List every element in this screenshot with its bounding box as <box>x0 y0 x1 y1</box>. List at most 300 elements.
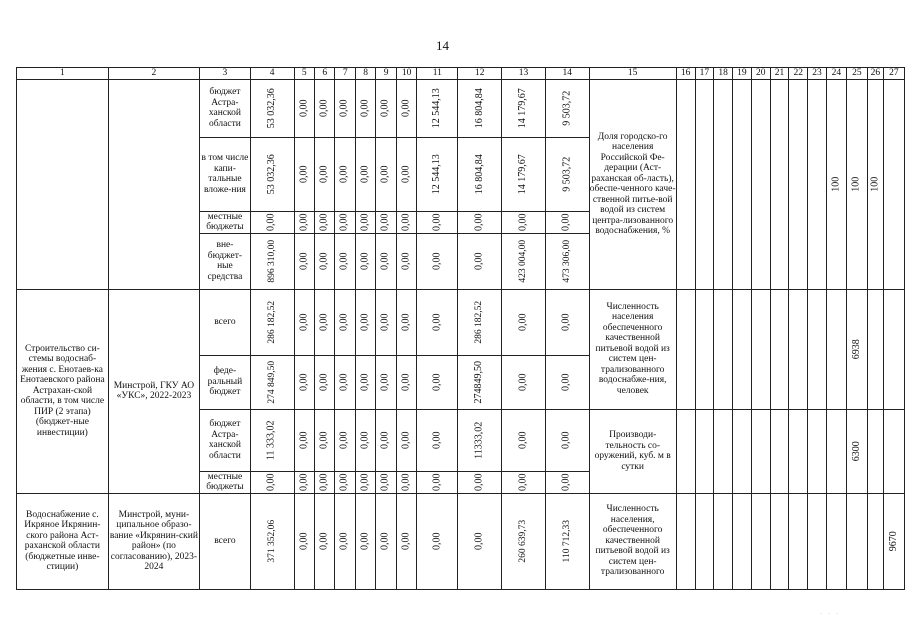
column-number: 21 <box>770 68 789 80</box>
column-number: 7 <box>335 68 355 80</box>
amount-cell <box>315 289 335 355</box>
vertical-value: 0,00 <box>338 99 350 117</box>
vertical-value: 0,00 <box>560 373 572 391</box>
column-number: 2 <box>108 68 199 80</box>
column-number: 19 <box>733 68 752 80</box>
amount-cell <box>335 355 355 409</box>
amount-cell <box>458 211 502 233</box>
vertical-value: 0,00 <box>318 99 330 117</box>
target-cell <box>883 79 904 289</box>
target-cell <box>751 79 770 289</box>
vertical-value: 286 182,52 <box>474 300 485 344</box>
amount-cell <box>417 289 458 355</box>
vertical-value: 12 544,13 <box>431 88 443 128</box>
amount-cell <box>396 137 416 211</box>
column-number: 22 <box>789 68 808 80</box>
vertical-value: 0,00 <box>473 252 485 270</box>
amount-cell <box>417 493 458 589</box>
amount-cell <box>545 289 589 355</box>
vertical-value: 0,00 <box>517 313 529 331</box>
column-number: 9 <box>376 68 396 80</box>
target-cell <box>733 289 752 409</box>
target-cell <box>883 409 904 493</box>
vertical-value: 0,00 <box>379 99 391 117</box>
column-number: 23 <box>808 68 827 80</box>
vertical-value: 0,00 <box>379 431 391 449</box>
target-cell <box>770 79 789 289</box>
vertical-value: 9670 <box>887 531 899 551</box>
amount-cell <box>294 409 314 471</box>
target-cell <box>714 79 733 289</box>
target-cell <box>770 409 789 493</box>
program-table <box>16 67 905 590</box>
amount-cell <box>396 79 416 137</box>
indicator-cell: Доля городско-го населения Российской Фе-дерации (Аст-раханская об-ласть), обеспе-ченного каче-ственной питье-вой водой из систем центра-лизованного водоснабжения, % <box>589 79 676 289</box>
amount-cell <box>355 79 375 137</box>
amount-cell <box>315 471 335 493</box>
amount-cell <box>396 355 416 409</box>
amount-cell <box>294 493 314 589</box>
amount-cell <box>355 471 375 493</box>
target-cell <box>883 289 904 409</box>
amount-cell <box>458 79 502 137</box>
vertical-value: 0,00 <box>473 213 485 231</box>
target-cell <box>789 79 808 289</box>
target-cell <box>770 493 789 589</box>
vertical-value: 53 032,36 <box>265 88 277 128</box>
amount-cell <box>545 471 589 493</box>
amount-cell <box>376 493 396 589</box>
amount-cell <box>355 233 375 289</box>
vertical-value: 0,00 <box>431 252 443 270</box>
target-cell <box>867 409 883 493</box>
amount-cell <box>250 233 294 289</box>
target-cell <box>714 493 733 589</box>
amount-cell <box>250 493 294 589</box>
vertical-value: 0,00 <box>359 473 371 491</box>
vertical-value: 14 179,67 <box>517 88 529 128</box>
funding-source: бюджет Астра-ханской области <box>200 409 251 471</box>
indicator-cell: Численность населения, обеспеченного качественной питьевой водой из систем цен-трализованного <box>589 493 676 589</box>
vertical-value: 0,00 <box>517 373 529 391</box>
vertical-value: 0,00 <box>318 313 330 331</box>
vertical-value: 0,00 <box>400 252 412 270</box>
column-number: 24 <box>826 68 846 80</box>
funding-source: всего <box>200 493 251 589</box>
target-cell <box>770 289 789 409</box>
amount-cell <box>315 137 335 211</box>
vertical-value: 0,00 <box>517 213 529 231</box>
vertical-value: 9 503,72 <box>560 90 572 126</box>
vertical-value: 0,00 <box>560 473 572 491</box>
vertical-value: 6300 <box>850 441 862 461</box>
amount-cell <box>396 409 416 471</box>
vertical-value: 0,00 <box>379 473 391 491</box>
target-cell <box>676 79 695 289</box>
funding-source: в том числе капи-тальные вложе-ния <box>200 137 251 211</box>
vertical-value: 0,00 <box>298 373 310 391</box>
object-name-cell: Водоснабжение с. Икряное Икрянин-ского района Аст-раханской области (бюджетные инве-стиции) <box>17 493 109 589</box>
target-cell <box>846 289 867 409</box>
target-cell <box>676 289 695 409</box>
vertical-value: 0,00 <box>431 473 443 491</box>
amount-cell <box>335 233 355 289</box>
amount-cell <box>294 289 314 355</box>
table-row <box>17 289 905 355</box>
vertical-value: 14 179,67 <box>517 154 529 194</box>
vertical-value: 0,00 <box>298 213 310 231</box>
vertical-value: 0,00 <box>560 313 572 331</box>
funding-source: вне-бюджет-ные средства <box>200 233 251 289</box>
target-cell <box>808 409 827 493</box>
column-number: 17 <box>695 68 714 80</box>
vertical-value: 0,00 <box>298 532 310 550</box>
column-number: 18 <box>714 68 733 80</box>
target-cell <box>733 409 752 493</box>
object-name-cell <box>17 79 109 289</box>
amount-cell <box>315 79 335 137</box>
amount-cell <box>355 137 375 211</box>
amount-cell <box>315 493 335 589</box>
amount-cell <box>335 493 355 589</box>
vertical-value: 0,00 <box>265 473 277 491</box>
column-number: 26 <box>867 68 883 80</box>
target-cell <box>789 409 808 493</box>
amount-cell <box>458 137 502 211</box>
vertical-value: 11333,02 <box>473 421 485 459</box>
executor-cell: Минстрой, муни-ципальное образо-вание «Икрянин-ский район» (по согласованию), 2023-2024 <box>108 493 199 589</box>
vertical-value: 0,00 <box>431 532 443 550</box>
object-name-cell: Строительство си-стемы водоснаб-жения с. Енотаев-ка Енотаевского района Астрахан-ской области, в том числе ПИР (2 этапа) (бюджет-ные инвестиции) <box>17 289 109 493</box>
column-number: 25 <box>846 68 867 80</box>
vertical-value: 0,00 <box>560 213 572 231</box>
funding-source: всего <box>200 289 251 355</box>
amount-cell <box>355 355 375 409</box>
amount-cell <box>502 137 546 211</box>
vertical-value: 0,00 <box>298 165 310 183</box>
vertical-value: 0,00 <box>338 165 350 183</box>
target-cell <box>826 409 846 493</box>
header-row <box>17 68 905 80</box>
vertical-value: 0,00 <box>298 252 310 270</box>
vertical-value: 100 <box>830 176 842 192</box>
amount-cell <box>250 211 294 233</box>
amount-cell <box>315 355 335 409</box>
column-number: 16 <box>676 68 695 80</box>
amount-cell <box>294 355 314 409</box>
amount-cell <box>335 211 355 233</box>
vertical-value: 0,00 <box>560 431 572 449</box>
amount-cell <box>355 409 375 471</box>
target-cell <box>846 79 867 289</box>
vertical-value: 0,00 <box>359 213 371 231</box>
amount-cell <box>376 289 396 355</box>
vertical-value: 0,00 <box>318 165 330 183</box>
amount-cell <box>458 471 502 493</box>
column-number: 8 <box>355 68 375 80</box>
amount-cell <box>417 409 458 471</box>
vertical-value: 0,00 <box>431 373 443 391</box>
vertical-value: 0,00 <box>318 373 330 391</box>
vertical-value: 0,00 <box>517 431 529 449</box>
target-cell <box>695 79 714 289</box>
vertical-value: 896 310,00 <box>266 239 277 283</box>
vertical-value: 0,00 <box>298 431 310 449</box>
vertical-value: 0,00 <box>379 373 391 391</box>
target-cell <box>808 79 827 289</box>
vertical-value: 0,00 <box>400 165 412 183</box>
target-cell <box>751 289 770 409</box>
vertical-value: 0,00 <box>318 213 330 231</box>
column-number: 1 <box>17 68 109 80</box>
vertical-value: 0,00 <box>359 165 371 183</box>
vertical-value: 0,00 <box>400 213 412 231</box>
amount-cell <box>417 79 458 137</box>
amount-cell <box>417 211 458 233</box>
vertical-value: 0,00 <box>318 532 330 550</box>
target-cell <box>826 493 846 589</box>
amount-cell <box>396 289 416 355</box>
vertical-value: 0,00 <box>298 313 310 331</box>
target-cell <box>751 409 770 493</box>
amount-cell <box>545 211 589 233</box>
amount-cell <box>315 211 335 233</box>
target-cell <box>714 289 733 409</box>
vertical-value: 0,00 <box>359 313 371 331</box>
amount-cell <box>458 289 502 355</box>
vertical-value: 53 032,36 <box>265 154 277 194</box>
target-cell <box>733 79 752 289</box>
vertical-value: 0,00 <box>400 431 412 449</box>
amount-cell <box>396 493 416 589</box>
amount-cell <box>502 355 546 409</box>
column-number: 3 <box>200 68 251 80</box>
amount-cell <box>545 233 589 289</box>
vertical-value: 0,00 <box>379 213 391 231</box>
column-number: 12 <box>458 68 502 80</box>
amount-cell <box>335 471 355 493</box>
column-number: 6 <box>315 68 335 80</box>
vertical-value: 0,00 <box>400 473 412 491</box>
amount-cell <box>545 79 589 137</box>
vertical-value: 0,00 <box>431 213 443 231</box>
vertical-value: 0,00 <box>473 473 485 491</box>
amount-cell <box>376 211 396 233</box>
amount-cell <box>502 471 546 493</box>
amount-cell <box>458 493 502 589</box>
amount-cell <box>396 471 416 493</box>
indicator-cell: Численность населения обеспеченного качественной питьевой водой из систем цен-трализованного водоснабже-ния, человек <box>589 289 676 409</box>
vertical-value: 0,00 <box>379 165 391 183</box>
amount-cell <box>502 493 546 589</box>
vertical-value: 0,00 <box>359 252 371 270</box>
executor-cell: Минстрой, ГКУ АО «УКС», 2022-2023 <box>108 289 199 493</box>
target-cell <box>883 493 904 589</box>
vertical-value: 0,00 <box>379 252 391 270</box>
target-cell <box>846 409 867 493</box>
target-cell <box>751 493 770 589</box>
amount-cell <box>545 355 589 409</box>
amount-cell <box>417 471 458 493</box>
vertical-value: 0,00 <box>338 473 350 491</box>
amount-cell <box>502 409 546 471</box>
target-cell <box>695 289 714 409</box>
amount-cell <box>335 409 355 471</box>
target-cell <box>826 79 846 289</box>
target-cell <box>789 493 808 589</box>
amount-cell <box>250 471 294 493</box>
amount-cell <box>396 233 416 289</box>
vertical-value: 0,00 <box>400 532 412 550</box>
amount-cell <box>545 493 589 589</box>
page-number: 14 <box>436 38 449 53</box>
amount-cell <box>250 355 294 409</box>
amount-cell <box>545 409 589 471</box>
vertical-value: 274849,50 <box>473 360 485 404</box>
column-number: 10 <box>396 68 416 80</box>
vertical-value: 0,00 <box>517 473 529 491</box>
vertical-value: 423 004,00 <box>518 239 529 283</box>
amount-cell <box>315 233 335 289</box>
amount-cell <box>335 289 355 355</box>
amount-cell <box>294 137 314 211</box>
scan-marks: · · · <box>820 610 841 618</box>
vertical-value: 0,00 <box>298 99 310 117</box>
target-cell <box>676 409 695 493</box>
amount-cell <box>250 409 294 471</box>
vertical-value: 6938 <box>850 339 862 359</box>
target-cell <box>867 289 883 409</box>
vertical-value: 0,00 <box>400 99 412 117</box>
target-cell <box>867 493 883 589</box>
amount-cell <box>335 137 355 211</box>
amount-cell <box>417 233 458 289</box>
target-cell <box>695 493 714 589</box>
amount-cell <box>502 79 546 137</box>
amount-cell <box>355 289 375 355</box>
vertical-value: 100 <box>850 176 862 192</box>
funding-source: феде-ральный бюджет <box>200 355 251 409</box>
column-number: 27 <box>883 68 904 80</box>
column-number: 11 <box>417 68 458 80</box>
amount-cell <box>250 289 294 355</box>
table-row <box>17 79 905 137</box>
vertical-value: 0,00 <box>400 313 412 331</box>
target-cell <box>867 79 883 289</box>
amount-cell <box>294 471 314 493</box>
amount-cell <box>355 211 375 233</box>
amount-cell <box>502 211 546 233</box>
target-cell <box>733 493 752 589</box>
amount-cell <box>502 289 546 355</box>
vertical-value: 100 <box>869 176 881 192</box>
funding-source: местные бюджеты <box>200 471 251 493</box>
amount-cell <box>376 471 396 493</box>
vertical-value: 0,00 <box>338 373 350 391</box>
column-number: 14 <box>545 68 589 80</box>
amount-cell <box>376 137 396 211</box>
amount-cell <box>315 409 335 471</box>
vertical-value: 0,00 <box>431 313 443 331</box>
amount-cell <box>376 79 396 137</box>
target-cell <box>846 493 867 589</box>
target-cell <box>808 493 827 589</box>
vertical-value: 274 849,50 <box>266 360 277 404</box>
target-cell <box>826 289 846 409</box>
target-cell <box>676 493 695 589</box>
vertical-value: 0,00 <box>338 252 350 270</box>
vertical-value: 0,00 <box>431 431 443 449</box>
amount-cell <box>294 233 314 289</box>
funding-source: бюджет Астра-ханской области <box>200 79 251 137</box>
target-cell <box>808 289 827 409</box>
vertical-value: 110 712,33 <box>561 519 572 563</box>
vertical-value: 260 639,73 <box>518 519 529 563</box>
target-cell <box>789 289 808 409</box>
table-row <box>17 493 905 589</box>
vertical-value: 0,00 <box>338 431 350 449</box>
column-number: 5 <box>294 68 314 80</box>
amount-cell <box>417 137 458 211</box>
vertical-value: 9 503,72 <box>560 156 572 192</box>
vertical-value: 11 333,02 <box>265 420 277 460</box>
vertical-value: 473 306,00 <box>561 239 572 283</box>
amount-cell <box>417 355 458 409</box>
vertical-value: 0,00 <box>359 99 371 117</box>
amount-cell <box>335 79 355 137</box>
vertical-value: 0,00 <box>400 373 412 391</box>
vertical-value: 0,00 <box>379 532 391 550</box>
amount-cell <box>376 355 396 409</box>
amount-cell <box>250 79 294 137</box>
vertical-value: 0,00 <box>298 473 310 491</box>
amount-cell <box>458 409 502 471</box>
vertical-value: 16 804,84 <box>473 88 485 128</box>
vertical-value: 0,00 <box>359 532 371 550</box>
amount-cell <box>545 137 589 211</box>
amount-cell <box>396 211 416 233</box>
column-number: 4 <box>250 68 294 80</box>
amount-cell <box>294 79 314 137</box>
vertical-value: 0,00 <box>473 532 485 550</box>
executor-cell <box>108 79 199 289</box>
vertical-value: 0,00 <box>318 431 330 449</box>
amount-cell <box>376 409 396 471</box>
vertical-value: 286 182,52 <box>266 300 277 344</box>
amount-cell <box>458 355 502 409</box>
amount-cell <box>376 233 396 289</box>
vertical-value: 0,00 <box>338 313 350 331</box>
amount-cell <box>250 137 294 211</box>
vertical-value: 0,00 <box>338 532 350 550</box>
vertical-value: 16 804,84 <box>473 154 485 194</box>
target-cell <box>714 409 733 493</box>
vertical-value: 371 352,06 <box>266 519 277 563</box>
amount-cell <box>458 233 502 289</box>
amount-cell <box>502 233 546 289</box>
vertical-value: 0,00 <box>338 213 350 231</box>
column-number: 15 <box>589 68 676 80</box>
vertical-value: 0,00 <box>265 213 277 231</box>
vertical-value: 0,00 <box>318 252 330 270</box>
vertical-value: 12 544,13 <box>431 154 443 194</box>
vertical-value: 0,00 <box>318 473 330 491</box>
target-cell <box>695 409 714 493</box>
column-number: 20 <box>751 68 770 80</box>
funding-source: местные бюджеты <box>200 211 251 233</box>
amount-cell <box>294 211 314 233</box>
vertical-value: 0,00 <box>379 313 391 331</box>
